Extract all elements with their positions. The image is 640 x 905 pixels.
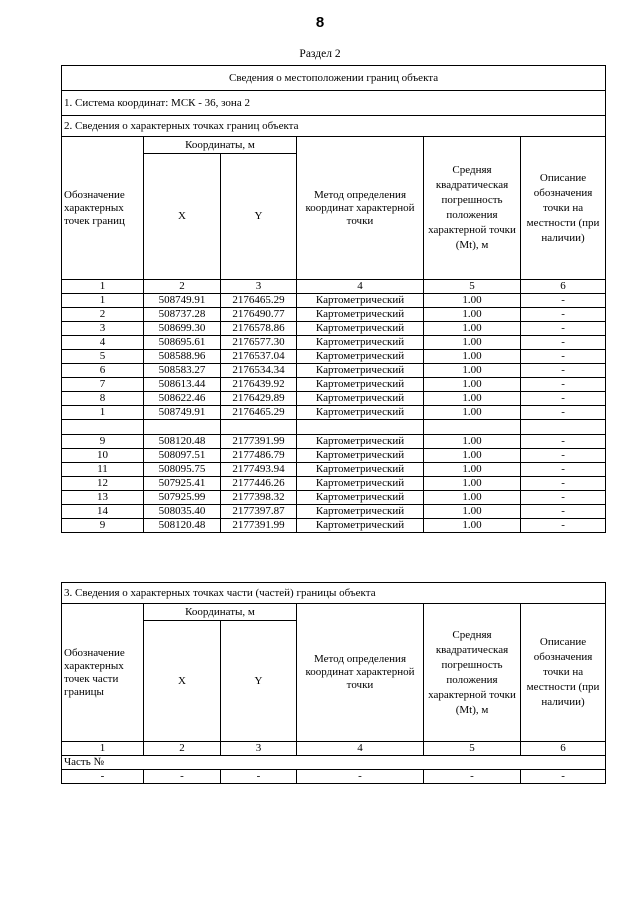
table-cell: 1.00 (424, 406, 521, 420)
table-row (62, 770, 606, 784)
empty-cell (144, 420, 221, 435)
table-cell: Картометрический (297, 491, 424, 505)
table-cell: 1 (62, 406, 144, 420)
table-cell: 2176429.89 (221, 392, 297, 406)
table-cell: 11 (62, 463, 144, 477)
col-number: 5 (424, 280, 521, 294)
table-cell: Картометрический (297, 350, 424, 364)
empty-cell (297, 420, 424, 435)
table-row (62, 449, 606, 463)
header-y: Y (221, 621, 297, 742)
table-cell: 2177486.79 (221, 449, 297, 463)
table-cell: 1.00 (424, 378, 521, 392)
table-cell: 1.00 (424, 322, 521, 336)
table-cell: - (521, 336, 606, 350)
table-cell: 5 (62, 350, 144, 364)
table-cell: - (521, 294, 606, 308)
empty-cell (221, 420, 297, 435)
header-y: Y (221, 154, 297, 280)
table-cell: - (521, 519, 606, 533)
table-cell: 12 (62, 477, 144, 491)
table-cell: 13 (62, 491, 144, 505)
table-cell: 1.00 (424, 350, 521, 364)
table-row (62, 435, 606, 449)
table-cell: 1.00 (424, 392, 521, 406)
page-number: 8 (315, 14, 325, 31)
table-cell: - (62, 770, 144, 784)
boundary-points-table (61, 65, 606, 533)
col-number: 1 (62, 742, 144, 756)
header-method: Метод определения координат характерной точки (297, 604, 424, 742)
table-cell: Картометрический (297, 477, 424, 491)
table-cell: 1.00 (424, 449, 521, 463)
table-cell: - (521, 463, 606, 477)
col-number: 3 (221, 742, 297, 756)
table-cell: - (297, 770, 424, 784)
table-cell: - (521, 308, 606, 322)
table-cell: - (521, 491, 606, 505)
part-label: Часть № (62, 756, 606, 770)
table-cell: 2177391.99 (221, 435, 297, 449)
table-cell: 508120.48 (144, 519, 221, 533)
table-cell: Картометрический (297, 308, 424, 322)
table-cell: 508695.61 (144, 336, 221, 350)
table-cell: - (521, 322, 606, 336)
table-row (62, 294, 606, 308)
table-cell: Картометрический (297, 322, 424, 336)
table-cell: 2176439.92 (221, 378, 297, 392)
table-cell: - (521, 378, 606, 392)
table-row (62, 350, 606, 364)
table-cell: 1.00 (424, 336, 521, 350)
part-points-table (61, 582, 606, 784)
table-cell: 1.00 (424, 477, 521, 491)
table-cell: - (521, 505, 606, 519)
table-cell: 2177397.87 (221, 505, 297, 519)
header-designation: Обозначение характерных точек границ (62, 137, 144, 280)
separator-row (62, 420, 606, 435)
table-cell: 1 (62, 294, 144, 308)
table-cell: 1.00 (424, 308, 521, 322)
table-cell: 2176534.34 (221, 364, 297, 378)
table-row (62, 491, 606, 505)
table-cell: 1.00 (424, 435, 521, 449)
col-number: 6 (521, 280, 606, 294)
table-row (62, 406, 606, 420)
table-cell: 2177446.26 (221, 477, 297, 491)
table-row (62, 392, 606, 406)
table-cell: Картометрический (297, 519, 424, 533)
table-cell: - (144, 770, 221, 784)
header-error: Средняя квадратическая погрешность положения характерной точки (Mt), м (424, 604, 521, 742)
table-cell: 2176490.77 (221, 308, 297, 322)
table-cell: 1.00 (424, 505, 521, 519)
table-cell: 1.00 (424, 463, 521, 477)
table-cell: 508120.48 (144, 435, 221, 449)
table-cell: 2177391.99 (221, 519, 297, 533)
table-cell: 508699.30 (144, 322, 221, 336)
table-cell: 9 (62, 519, 144, 533)
table-cell: 2 (62, 308, 144, 322)
table-cell: - (424, 770, 521, 784)
header-coordinates: Координаты, м (144, 137, 297, 154)
table-cell: 2177398.32 (221, 491, 297, 505)
table-cell: 2176577.30 (221, 336, 297, 350)
table-cell: 508613.44 (144, 378, 221, 392)
table-cell: Картометрический (297, 449, 424, 463)
col-number: 4 (297, 280, 424, 294)
table-cell: 3 (62, 322, 144, 336)
header-x: X (144, 621, 221, 742)
table-row (62, 505, 606, 519)
table-cell: 10 (62, 449, 144, 463)
table-cell: 1.00 (424, 294, 521, 308)
header-designation: Обозначение характерных точек части границы (62, 604, 144, 742)
table-cell: Картометрический (297, 336, 424, 350)
header-description: Описание обозначения точки на местности (при наличии) (521, 604, 606, 742)
table-cell: - (521, 406, 606, 420)
table-title: Сведения о местоположении границ объекта (62, 66, 606, 91)
table-row (62, 364, 606, 378)
table-row (62, 336, 606, 350)
table-row (62, 477, 606, 491)
table-cell: Картометрический (297, 435, 424, 449)
empty-cell (521, 420, 606, 435)
table-cell: - (521, 477, 606, 491)
table-cell: Картометрический (297, 463, 424, 477)
coordinate-system: 1. Система координат: МСК - 36, зона 2 (62, 91, 606, 116)
table-row (62, 378, 606, 392)
table-row (62, 322, 606, 336)
table-cell: 508622.46 (144, 392, 221, 406)
table-cell: Картометрический (297, 406, 424, 420)
empty-cell (424, 420, 521, 435)
empty-cell (62, 420, 144, 435)
table-cell: 508095.75 (144, 463, 221, 477)
table-cell: 507925.99 (144, 491, 221, 505)
table-cell: - (221, 770, 297, 784)
part-heading: 3. Сведения о характерных точках части (частей) границы объекта (62, 583, 606, 604)
table-cell: Картометрический (297, 505, 424, 519)
header-coordinates: Координаты, м (144, 604, 297, 621)
table-cell: 1.00 (424, 491, 521, 505)
col-number: 6 (521, 742, 606, 756)
table-cell: 9 (62, 435, 144, 449)
col-number: 2 (144, 742, 221, 756)
table-cell: Картометрический (297, 364, 424, 378)
table-cell: 508097.51 (144, 449, 221, 463)
section-title: Раздел 2 (299, 48, 341, 60)
table-cell: 6 (62, 364, 144, 378)
table-cell: 508035.40 (144, 505, 221, 519)
col-number: 3 (221, 280, 297, 294)
table-cell: 508588.96 (144, 350, 221, 364)
table-cell: 2176465.29 (221, 294, 297, 308)
column-numbers-row (62, 280, 606, 294)
header-x: X (144, 154, 221, 280)
table-row (62, 519, 606, 533)
table-cell: - (521, 449, 606, 463)
table-cell: 14 (62, 505, 144, 519)
table-cell: Картометрический (297, 294, 424, 308)
table-cell: 1.00 (424, 519, 521, 533)
table-cell: 2176537.04 (221, 350, 297, 364)
table-cell: - (521, 350, 606, 364)
table-row (62, 463, 606, 477)
table-row (62, 308, 606, 322)
table-cell: 2176578.86 (221, 322, 297, 336)
table-cell: - (521, 435, 606, 449)
table-cell: 508749.91 (144, 406, 221, 420)
table-cell: Картометрический (297, 392, 424, 406)
table-cell: 2177493.94 (221, 463, 297, 477)
col-number: 2 (144, 280, 221, 294)
col-number: 5 (424, 742, 521, 756)
table-cell: 508749.91 (144, 294, 221, 308)
table-cell: - (521, 364, 606, 378)
table-cell: 2176465.29 (221, 406, 297, 420)
table-cell: 508583.27 (144, 364, 221, 378)
table-cell: 507925.41 (144, 477, 221, 491)
table-cell: 508737.28 (144, 308, 221, 322)
points-heading: 2. Сведения о характерных точках границ объекта (62, 116, 606, 137)
table-cell: Картометрический (297, 378, 424, 392)
col-number: 4 (297, 742, 424, 756)
table-cell: - (521, 770, 606, 784)
header-error: Средняя квадратическая погрешность положения характерной точки (Mt), м (424, 137, 521, 280)
header-method: Метод определения координат характерной точки (297, 137, 424, 280)
table-cell: 7 (62, 378, 144, 392)
header-description: Описание обозначения точки на местности (при наличии) (521, 137, 606, 280)
col-number: 1 (62, 280, 144, 294)
table-cell: - (521, 392, 606, 406)
table-cell: 4 (62, 336, 144, 350)
column-numbers-row (62, 742, 606, 756)
table-cell: 8 (62, 392, 144, 406)
table-cell: 1.00 (424, 364, 521, 378)
